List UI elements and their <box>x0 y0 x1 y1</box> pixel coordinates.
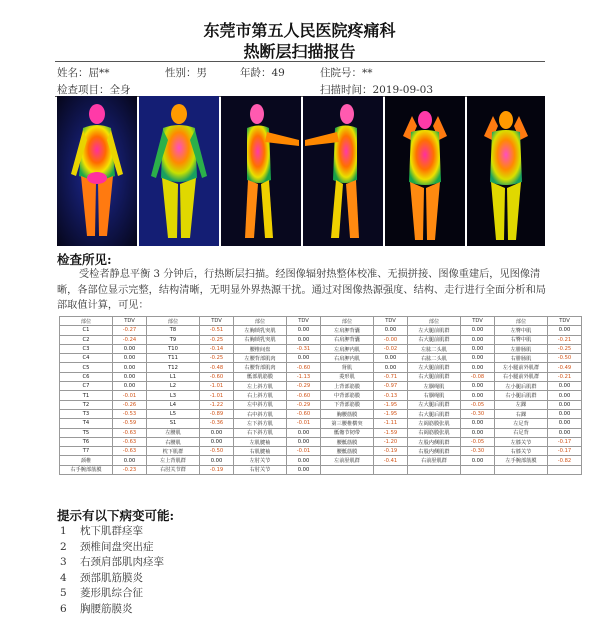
column-header-part: 部位 <box>147 317 200 326</box>
list-item <box>60 602 164 618</box>
body-part: C6 <box>60 372 113 381</box>
body-part: T10 <box>147 344 200 353</box>
tdv-value: -0.71 <box>374 372 408 381</box>
body-part: T3 <box>60 409 113 418</box>
tdv-value: -0.08 <box>461 372 495 381</box>
body-part: 右大腿后肌群 <box>408 409 461 418</box>
tdv-value: -0.05 <box>461 400 495 409</box>
scan-time: 扫描时间：2019-09-03 <box>320 84 434 96</box>
admission-number: 住院号：** <box>320 67 373 79</box>
body-part <box>495 465 548 474</box>
list-item <box>60 524 164 540</box>
list-item <box>60 555 164 571</box>
body-part: 右肘关节 <box>234 465 287 474</box>
body-part: T6 <box>60 437 113 446</box>
body-part: 左股内侧肌群 <box>408 437 461 446</box>
body-part: 左膝关节 <box>495 437 548 446</box>
tdv-value: -1.22 <box>200 400 234 409</box>
tdv-value: 0.00 <box>113 363 147 372</box>
tdv-value: -0.01 <box>287 419 321 428</box>
body-part: 左腘绳肌 <box>408 382 461 391</box>
table-row <box>60 344 582 353</box>
body-part: 右腰背部肌肉 <box>234 363 287 372</box>
tdv-value: -0.19 <box>200 465 234 474</box>
body-part: C3 <box>60 344 113 353</box>
table-row <box>60 447 582 456</box>
column-header-tdv: TDV <box>548 317 582 326</box>
conclusion-list <box>60 524 164 618</box>
body-part: C1 <box>60 326 113 335</box>
list-item-text: 枕下肌群痉挛 <box>80 525 143 537</box>
tdv-value: -1.11 <box>374 419 408 428</box>
tdv-value: -0.25 <box>200 335 234 344</box>
body-part: 左足背 <box>495 419 548 428</box>
body-part: 右阔筋膜张肌 <box>408 428 461 437</box>
tdv-value: 0.00 <box>548 400 582 409</box>
tdv-value: -1.95 <box>374 409 408 418</box>
body-part: 右足背 <box>495 428 548 437</box>
tdv-value: -0.24 <box>113 335 147 344</box>
tdv-value: 0.00 <box>113 456 147 465</box>
body-part: 胸腰筋膜 <box>321 409 374 418</box>
body-part: 左臀中肌 <box>495 326 548 335</box>
thermal-image-back-arms-raised <box>467 96 545 246</box>
tdv-value: -0.50 <box>548 354 582 363</box>
body-part: 左腓肠肌 <box>495 344 548 353</box>
thermal-image-back <box>139 96 219 246</box>
body-part: 左大腿前肌群 <box>408 326 461 335</box>
body-part: 左肌腱袖 <box>234 437 287 446</box>
tdv-value: -0.27 <box>113 326 147 335</box>
column-header-tdv: TDV <box>113 317 147 326</box>
thermal-image-front <box>57 96 137 246</box>
body-part: 左上背肌群 <box>147 456 200 465</box>
tdv-value: -0.01 <box>113 391 147 400</box>
body-part: 左前胫肌群 <box>321 456 374 465</box>
body-part: L5 <box>147 409 200 418</box>
table-header-row <box>60 317 582 326</box>
tdv-value: 0.00 <box>113 382 147 391</box>
body-part: 右腓肠肌 <box>495 354 548 363</box>
list-item <box>60 540 164 556</box>
body-part: 右大腿前肌群 <box>408 335 461 344</box>
table-row <box>60 419 582 428</box>
tdv-value: 0.00 <box>287 354 321 363</box>
body-part: 左腰肌 <box>147 428 200 437</box>
body-part: 左小腿后肌群 <box>495 382 548 391</box>
body-part: 左大腿前肌群 <box>408 363 461 372</box>
list-item-number: 3 <box>60 556 67 569</box>
tdv-value: 0.00 <box>287 465 321 474</box>
tdv-value: -0.50 <box>200 447 234 456</box>
list-item <box>60 586 164 602</box>
tdv-value <box>548 465 582 474</box>
tdv-value: 0.00 <box>113 372 147 381</box>
tdv-value: 0.00 <box>461 354 495 363</box>
body-part: 左上斜方肌 <box>234 382 287 391</box>
body-part: 左肱二头肌 <box>408 344 461 353</box>
column-header-part: 部位 <box>321 317 374 326</box>
tdv-value: -0.60 <box>287 363 321 372</box>
conclusion-heading: 提示有以下病变可能: <box>57 508 175 523</box>
body-part: 骶髂节韧带 <box>321 428 374 437</box>
body-part: 左腰背部肌肉 <box>234 354 287 363</box>
column-header-tdv: TDV <box>461 317 495 326</box>
table-row <box>60 391 582 400</box>
tdv-value: -0.14 <box>200 344 234 353</box>
tdv-value: -0.19 <box>374 447 408 456</box>
patient-gender: 性别：男 <box>165 67 207 79</box>
tdv-value: -0.29 <box>287 382 321 391</box>
body-part: 枕下肌群 <box>147 447 200 456</box>
body-part: T9 <box>147 335 200 344</box>
table-row <box>60 326 582 335</box>
body-part: 右腰肌 <box>147 437 200 446</box>
table-row <box>60 437 582 446</box>
tdv-value: 0.00 <box>200 437 234 446</box>
tdv-value: -0.25 <box>200 354 234 363</box>
list-item-text: 胸腰筋膜炎 <box>80 602 133 615</box>
table-row <box>60 335 582 344</box>
table-row <box>60 456 582 465</box>
tdv-value: -0.21 <box>548 335 582 344</box>
tdv-value: 0.00 <box>461 428 495 437</box>
body-part: 肾肌 <box>321 363 374 372</box>
body-part: 右小腿后肌群 <box>495 391 548 400</box>
tdv-value: -0.63 <box>113 428 147 437</box>
body-part: 右肘关节群 <box>147 465 200 474</box>
tdv-value: 0.00 <box>548 391 582 400</box>
body-part: 左大腿后肌群 <box>408 400 461 409</box>
body-part: 右胸锁乳突肌 <box>234 335 287 344</box>
tdv-value: 0.00 <box>548 382 582 391</box>
thermal-image-right-side <box>221 96 301 246</box>
body-part: 右前胫肌群 <box>408 456 461 465</box>
exam-item: 检查项目：全身 <box>57 84 131 96</box>
body-part: 颈椎 <box>60 456 113 465</box>
body-part: T12 <box>147 363 200 372</box>
tdv-value: -0.49 <box>548 363 582 372</box>
tdv-value: -0.02 <box>374 344 408 353</box>
body-part: C7 <box>60 382 113 391</box>
tdv-value: -0.13 <box>374 391 408 400</box>
body-part: C2 <box>60 335 113 344</box>
body-part: 右股内侧肌群 <box>408 447 461 456</box>
list-item-text: 菱形肌综合征 <box>80 587 143 600</box>
tdv-value: -0.60 <box>200 372 234 381</box>
patient-name: 姓名：屈** <box>57 67 110 79</box>
table-row <box>60 428 582 437</box>
tdv-value: -0.21 <box>548 372 582 381</box>
tdv-value: 0.00 <box>287 456 321 465</box>
column-header-part: 部位 <box>408 317 461 326</box>
body-part: 中背部筋膜 <box>321 391 374 400</box>
body-part: 右膝关节 <box>495 447 548 456</box>
patient-age: 年龄：49 <box>240 67 285 79</box>
tdv-value: -0.26 <box>113 400 147 409</box>
tdv-value: 0.00 <box>548 428 582 437</box>
column-header-tdv: TDV <box>287 317 321 326</box>
tdv-value: -0.05 <box>461 437 495 446</box>
header-divider <box>55 61 545 62</box>
body-part: 左肩胛内肌 <box>321 344 374 353</box>
tdv-value: -1.20 <box>374 437 408 446</box>
tdv-value: -0.17 <box>548 437 582 446</box>
tdv-value: 0.00 <box>461 335 495 344</box>
body-part: 左肩胛背囊 <box>321 326 374 335</box>
list-item-text: 颈部肌筋膜炎 <box>80 571 143 584</box>
body-part: 腰骶筋膜 <box>321 437 374 446</box>
body-part: 右下斜方肌 <box>234 428 287 437</box>
body-part: T2 <box>60 400 113 409</box>
tdv-value: -0.89 <box>200 409 234 418</box>
tdv-value: -0.31 <box>287 344 321 353</box>
table-row <box>60 354 582 363</box>
tdv-value: -0.51 <box>200 326 234 335</box>
table-row <box>60 363 582 372</box>
tdv-value: 0.00 <box>461 344 495 353</box>
tdv-value: -0.60 <box>287 409 321 418</box>
tdv-value: -0.41 <box>374 456 408 465</box>
body-part: 左踝 <box>495 400 548 409</box>
tdv-value: -0.29 <box>287 400 321 409</box>
body-part: T1 <box>60 391 113 400</box>
list-item-number: 6 <box>60 602 67 615</box>
body-part: L3 <box>147 391 200 400</box>
list-item-text: 颈椎间盘突出症 <box>80 540 154 553</box>
tdv-value: 0.00 <box>200 428 234 437</box>
tdv-value: 0.00 <box>287 326 321 335</box>
list-item-number: 5 <box>60 587 67 600</box>
tdv-value: 0.00 <box>461 419 495 428</box>
column-header-part: 部位 <box>60 317 113 326</box>
table-row <box>60 372 582 381</box>
body-part: T11 <box>147 354 200 363</box>
tdv-value: 0.00 <box>287 335 321 344</box>
tdv-value: -0.17 <box>548 447 582 456</box>
findings-text: 受检者静息平衡 3 分钟后，行热断层扫描。经图像辐射热整体校准、无损拼接、图像重建后，见图像清晰，各部位显示完整，结构清晰，无明显外界热源干扰。通过对图像热源强度、结构、走行进行全面分析和局部取值计算，可见： <box>57 269 546 311</box>
thermal-image-front-arms-raised <box>385 96 465 246</box>
report-title: 东莞市第五人民医院疼痛科 <box>203 21 396 40</box>
body-part: 左中斜方肌 <box>234 400 287 409</box>
body-part: 左肘关节 <box>234 456 287 465</box>
tdv-value: 0.00 <box>287 437 321 446</box>
body-part: 右肩胛背囊 <box>321 335 374 344</box>
body-part: 腰椎间盘 <box>234 344 287 353</box>
body-part: 右中斜方肌 <box>234 409 287 418</box>
tdv-value: 0.00 <box>548 419 582 428</box>
thermal-image-left-side <box>303 96 383 246</box>
column-header-tdv: TDV <box>374 317 408 326</box>
list-item <box>60 571 164 587</box>
tdv-value: -0.48 <box>200 363 234 372</box>
body-part: S1 <box>147 419 200 428</box>
body-part: 右肩胛内肌 <box>321 354 374 363</box>
table-row <box>60 409 582 418</box>
body-part: L4 <box>147 400 200 409</box>
tdv-value <box>374 465 408 474</box>
table-row <box>60 400 582 409</box>
table-row <box>60 382 582 391</box>
list-item-number: 4 <box>60 571 67 584</box>
body-part: 腰骶筋膜 <box>321 447 374 456</box>
body-part: 右腘绳肌 <box>408 391 461 400</box>
table-body <box>60 326 582 475</box>
column-header-tdv: TDV <box>200 317 234 326</box>
body-part: 上背部筋膜 <box>321 382 374 391</box>
tdv-value: -0.60 <box>287 391 321 400</box>
body-part: 菱形肌 <box>321 372 374 381</box>
body-part: 右小腿前外肌群 <box>495 372 548 381</box>
tdv-value: -1.13 <box>287 372 321 381</box>
tdv-value: -0.59 <box>113 419 147 428</box>
column-header-part: 部位 <box>234 317 287 326</box>
tdv-value: 0.00 <box>461 382 495 391</box>
column-header-part: 部位 <box>495 317 548 326</box>
tdv-value: -0.01 <box>287 447 321 456</box>
body-part: 下背部筋膜 <box>321 400 374 409</box>
tdv-value: 0.00 <box>200 456 234 465</box>
body-part: T7 <box>60 447 113 456</box>
tdv-value: -0.30 <box>461 447 495 456</box>
tdv-value: -1.95 <box>374 400 408 409</box>
body-part: 右踝 <box>495 409 548 418</box>
tdv-value: -0.82 <box>548 456 582 465</box>
tdv-value: -1.01 <box>200 391 234 400</box>
report-subtitle: 热断层扫描报告 <box>243 42 356 61</box>
tdv-value: 0.00 <box>461 326 495 335</box>
tdv-value: -0.36 <box>200 419 234 428</box>
body-part: T8 <box>147 326 200 335</box>
body-part: 左手腕部筋膜 <box>495 456 548 465</box>
tdv-value: 0.00 <box>461 456 495 465</box>
table-row <box>60 465 582 474</box>
tdv-value: -0.63 <box>113 437 147 446</box>
tdv-value: 0.00 <box>374 363 408 372</box>
body-part: T5 <box>60 428 113 437</box>
body-part: L2 <box>147 382 200 391</box>
tdv-value: -0.97 <box>374 382 408 391</box>
body-part: 左阔筋膜张肌 <box>408 419 461 428</box>
body-part: C4 <box>60 354 113 363</box>
tdv-value: 0.00 <box>548 326 582 335</box>
tdv-value: 0.00 <box>461 391 495 400</box>
body-part <box>408 465 461 474</box>
list-item-text: 右颈肩部肌肉痉挛 <box>80 556 164 569</box>
body-part: 骶部肌筋膜 <box>234 372 287 381</box>
body-part: 右上斜方肌 <box>234 391 287 400</box>
body-part: 左小腿前外肌群 <box>495 363 548 372</box>
tdv-value: 0.00 <box>113 344 147 353</box>
tdv-value: -1.59 <box>374 428 408 437</box>
body-part: 右大腿前肌群 <box>408 372 461 381</box>
tdv-value: -0.63 <box>113 447 147 456</box>
list-item-number: 2 <box>60 540 67 553</box>
body-part: 左下斜方肌 <box>234 419 287 428</box>
body-part: 第三腰椎横突 <box>321 419 374 428</box>
findings-heading: 检查所见: <box>57 252 112 267</box>
tdv-value: -0.23 <box>113 465 147 474</box>
body-part <box>321 465 374 474</box>
tdv-value: 0.00 <box>461 363 495 372</box>
tdv-value: -0.30 <box>461 409 495 418</box>
tdv-value: -0.53 <box>113 409 147 418</box>
body-part: 右肱二头肌 <box>408 354 461 363</box>
tdv-value: -0.00 <box>374 335 408 344</box>
body-part: 右手腕部筋膜 <box>60 465 113 474</box>
tdv-value: 0.00 <box>287 428 321 437</box>
tdv-value <box>461 465 495 474</box>
tdv-value: 0.00 <box>374 326 408 335</box>
body-part: 右臀中肌 <box>495 335 548 344</box>
tdv-table <box>59 316 582 475</box>
tdv-value: 0.00 <box>548 409 582 418</box>
body-part: C5 <box>60 363 113 372</box>
body-part: T4 <box>60 419 113 428</box>
tdv-value: -0.25 <box>548 344 582 353</box>
body-part: 左胸锁乳突肌 <box>234 326 287 335</box>
list-item-number: 1 <box>60 525 67 537</box>
tdv-value: -1.01 <box>200 382 234 391</box>
tdv-value: 0.00 <box>374 354 408 363</box>
body-part: L1 <box>147 372 200 381</box>
body-part: 右肌腱袖 <box>234 447 287 456</box>
tdv-value: 0.00 <box>113 354 147 363</box>
